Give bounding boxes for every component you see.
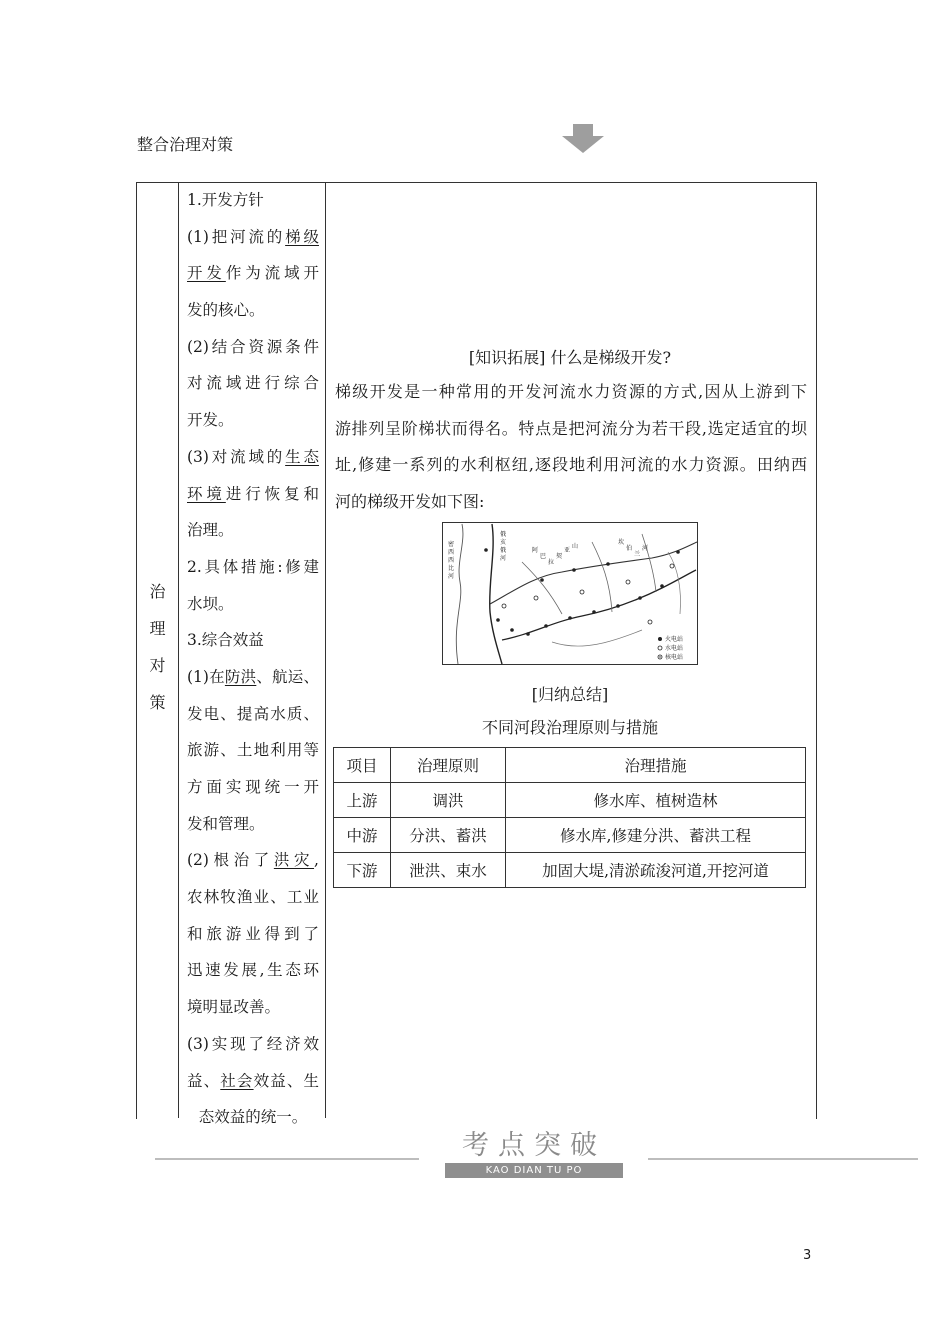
- tennessee-river-map: [442, 522, 698, 665]
- policy-heading: 2.具体措施:修建: [187, 557, 319, 576]
- table-row: 下游 泄洪、束水 加固大堤,清淤疏浚河道,开挖河道: [334, 853, 806, 888]
- svg-text:阿: 阿: [532, 547, 539, 554]
- table-row: 上游 调洪 修水库、植树造林: [334, 783, 806, 818]
- svg-text:巴: 巴: [540, 553, 547, 560]
- svg-text:拉: 拉: [548, 559, 555, 566]
- section-title: 整合治理对策: [137, 135, 234, 154]
- svg-text:比: 比: [448, 565, 455, 572]
- svg-text:西: 西: [448, 557, 455, 564]
- svg-text:密: 密: [448, 541, 455, 548]
- row-label: 治 理 对 策: [149, 582, 166, 712]
- footer-rule-left: [155, 1158, 419, 1160]
- summary-heading: [归纳总结]: [531, 685, 609, 704]
- page-number: 3: [803, 1248, 812, 1263]
- svg-text:坎: 坎: [618, 539, 625, 546]
- governance-table: [333, 747, 806, 888]
- footer-rule-right: [648, 1158, 918, 1160]
- svg-text:河: 河: [642, 545, 649, 552]
- svg-text:西: 西: [448, 549, 455, 556]
- svg-text:河: 河: [500, 555, 507, 562]
- column-divider: [178, 182, 179, 1118]
- svg-text:俄: 俄: [500, 531, 507, 538]
- svg-text:伯: 伯: [626, 545, 633, 552]
- policy-heading: 1.开发方针: [187, 191, 264, 209]
- footer-subtitle: KAO DIAN TU PO: [445, 1163, 623, 1178]
- svg-text:兰: 兰: [634, 551, 641, 558]
- map-legend: [658, 635, 683, 661]
- column-divider: [325, 182, 326, 1118]
- policy-heading: 3.综合效益: [187, 631, 264, 650]
- svg-text:水电站: 水电站: [665, 645, 684, 652]
- svg-text:山: 山: [572, 543, 579, 550]
- footer-title: 考点突破: [462, 1130, 606, 1161]
- svg-text:火电站: 火电站: [665, 636, 684, 643]
- svg-text:契: 契: [556, 553, 563, 560]
- table-row: 中游 分洪、蓄洪 修水库,修建分洪、蓄洪工程: [334, 818, 806, 853]
- svg-text:亥: 亥: [500, 539, 507, 546]
- svg-text:河: 河: [448, 573, 455, 580]
- table-header-row: 项目 治理原则 治理措施: [334, 748, 806, 783]
- svg-text:俄: 俄: [500, 547, 507, 554]
- down-arrow-icon: [562, 124, 604, 154]
- svg-text:核电站: 核电站: [665, 654, 684, 661]
- policy-text: 1.开发方针 (1)把河流的梯级 开发作为流域开 发的核心。 (2)结合资源条件 对流域进行综合 开发。 (3)对流域的生态 环境进行恢复和 治理。 2.具体措施:修建 水坝。 3.综合效益 (1)在防洪、航运、 发电、提高水质、 旅游、土地利用等 方面实现统一开 发和管理。 (2)根治了洪灾, 农林牧渔业、工业 和旅游业得到了 迅速发展,生态环 境明显改善。 (3)实现了经济效 益、社会效益、生 态效益的统一。: [187, 182, 319, 1136]
- extension-heading: [知识拓展] 什么是梯级开发?: [468, 348, 672, 367]
- extension-body: 梯级开发是一种常用的开发河流水力资源的方式,因从上游到下 游排列呈阶梯状而得名。特点是把河流分为若干段,选定适宜的坝 址,修建一系列的水利枢纽,逐段地利用河流的水力资源。田纳西 河的梯级开发如下图:: [335, 382, 807, 511]
- summary-title: 不同河段治理原则与措施: [481, 718, 658, 737]
- svg-text:亚: 亚: [564, 547, 571, 554]
